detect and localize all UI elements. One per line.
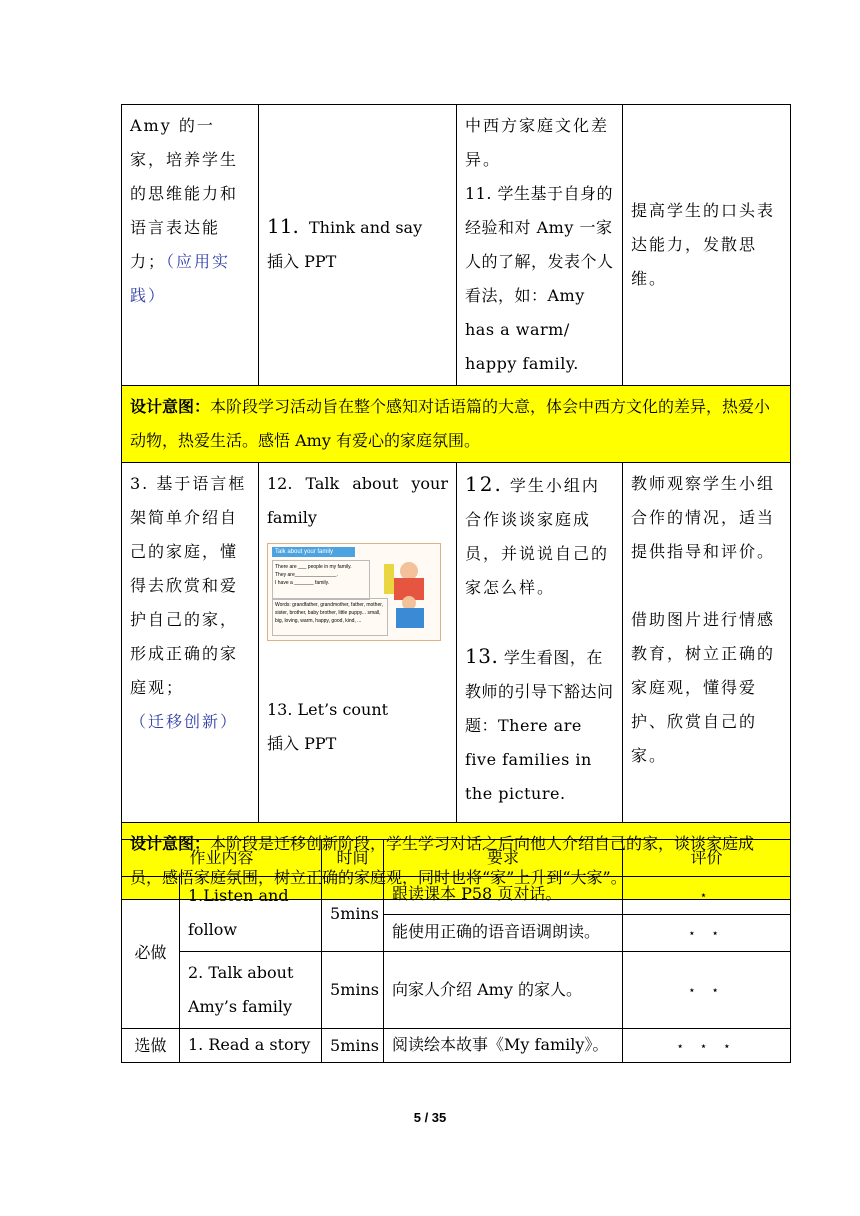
activity-note-2: 插入 PPT [267, 734, 337, 753]
homework-task: 2. Talk about Amy’s family [180, 952, 322, 1029]
purpose-text-2a: 教师观察学生小组合作的情况，适当提供指导和评价。 [631, 474, 776, 561]
rating-stars: ⋆ ⋆ ⋆ [623, 1029, 791, 1063]
activity-row-12-13 [122, 463, 791, 823]
header-requirement: 要求 [384, 840, 623, 877]
family-picture-body-2 [396, 608, 424, 628]
design-intent-row-1 [122, 386, 791, 463]
activity-title: Think and say [308, 218, 423, 237]
activity-row-11 [122, 105, 791, 386]
student-item-13-number: 13. [465, 644, 499, 668]
thumb-line-2: They are_______________. [275, 572, 338, 578]
objective-tag: （应用实践） [130, 252, 231, 305]
activity-cell [259, 105, 457, 386]
homework-header-row [122, 840, 791, 877]
design-intent-text: 本阶段学习活动旨在整个感知对话语篇的大意，体会中西方文化的差异，热爱小动物，热爱生活。感悟 Amy 有爱心的家庭氛围。 [130, 397, 771, 450]
optional-label: 选做 [122, 1029, 180, 1063]
homework-requirement: 向家人介绍 Amy 的家人。 [384, 952, 623, 1029]
homework-task: 1. Read a story [180, 1029, 322, 1063]
rating-stars: ⋆ ⋆ [623, 952, 791, 1029]
homework-time: 5mins [322, 877, 384, 952]
homework-row [122, 877, 791, 915]
design-intent-label: 设计意图： [130, 397, 211, 416]
activity-item-13: 13. Let’s count [267, 700, 389, 719]
homework-time: 5mins [322, 1029, 384, 1063]
homework-requirement: 能使用正确的语音语调朗读。 [384, 914, 623, 952]
design-intent-text-2: 本阶段是迁移创新阶段，学生学习对话之后向他人介绍自己的家，谈谈家庭成员，感悟家庭氛围，树立正确的家庭观，同时也将“家”上升到“大家”。 [130, 834, 755, 887]
thumb-line-3: I have a _______ family. [275, 580, 330, 586]
design-intent-cell [122, 386, 791, 463]
header-time: 时间 [322, 840, 384, 877]
objective-text-2: 3. 基于语言框架简单介绍自己的家庭，懂得去欣赏和爱护自己的家，形成正确的家庭观； [130, 474, 247, 697]
activity-item-12: 12. Talk about your family [267, 474, 448, 527]
student-item-13: 学生看图，在教师的引导下豁达问题：There are five families in the picture. [465, 648, 614, 803]
design-intent-label-2: 设计意图： [130, 834, 211, 853]
thumb-line-1: There are ___ people in my family. [275, 564, 352, 570]
thumbnail-words: Words: grandfather, grandmother, father, mother, sister, brother, baby brother, little puppy... small, big, loving, warm, happy, good, kind, ... [272, 598, 388, 636]
homework-task: 1.Listen and follow [180, 877, 322, 952]
objective-cell-2 [122, 463, 259, 823]
family-picture [384, 564, 394, 594]
required-label: 必做 [122, 877, 180, 1029]
homework-time: 5mins [322, 952, 384, 1029]
rating-stars: ⋆ [623, 877, 791, 915]
thumbnail-sentences [272, 560, 370, 600]
student-cell [457, 105, 623, 386]
student-item-12: 学生小组内合作谈谈家庭成员，并说说自己的家怎么样。 [465, 476, 610, 597]
activity-number: 11. [267, 214, 299, 238]
activity-note: 插入 PPT [267, 252, 337, 271]
homework-requirement: 跟读课本 P58 页对话。 [384, 877, 623, 915]
student-item-11: 11. 学生基于自身的经验和对 Amy 一家人的了解，发表个人看法，如：Amy has a warm/ happy family. [465, 184, 614, 373]
header-evaluation: 评价 [623, 840, 791, 877]
lesson-plan-table [121, 104, 791, 900]
activity-cell-2 [259, 463, 457, 823]
student-text: 中西方家庭文化差异。 [465, 116, 610, 169]
homework-row [122, 952, 791, 1029]
purpose-cell [623, 105, 791, 386]
header-task: 作业内容 [122, 840, 322, 877]
objective-cell [122, 105, 259, 386]
student-item-12-number: 12. [465, 472, 503, 496]
thumbnail-header: Talk about your family [272, 547, 355, 557]
objective-tag-2: （迁移创新） [130, 712, 239, 731]
homework-row [122, 1029, 791, 1063]
student-cell-2 [457, 463, 623, 823]
objective-text: Amy 的一家，培养学生的思维能力和语言表达能力； [130, 116, 239, 271]
homework-table [121, 839, 791, 1063]
homework-requirement: 阅读绘本故事《My family》。 [384, 1029, 623, 1063]
rating-stars: ⋆ ⋆ [623, 914, 791, 952]
purpose-cell-2 [623, 463, 791, 823]
ppt-thumbnail [267, 543, 441, 641]
page-number: 5 / 35 [413, 1110, 447, 1125]
purpose-text-2b: 借助图片进行情感教育，树立正确的家庭观，懂得爱护、欣赏自己的家。 [631, 610, 776, 765]
purpose-text: 提高学生的口头表达能力，发散思维。 [631, 201, 776, 288]
